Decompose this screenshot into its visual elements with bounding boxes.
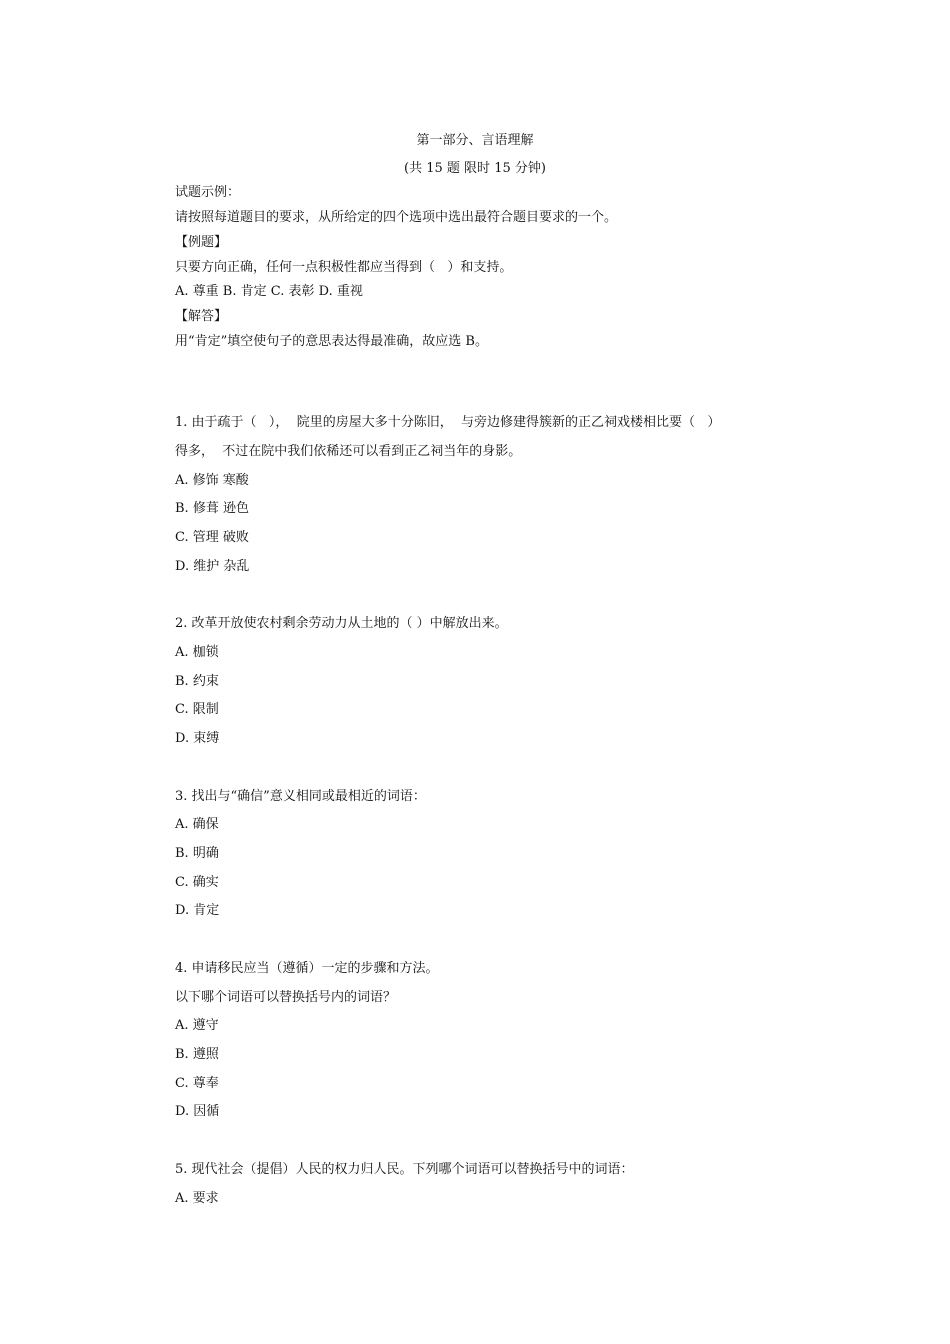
question-1-line-2: 得多， 不过在院中我们依稀还可以看到正乙祠当年的身影。 — [175, 444, 522, 459]
answer-text: 用“肯定”填空使句子的意思表达得最准确，故应选 B。 — [175, 334, 488, 349]
question-3-option-b: B. 明确 — [175, 846, 219, 861]
question-3-option-c: C. 确实 — [175, 875, 219, 890]
question-4-option-a: A. 遵守 — [175, 1018, 219, 1033]
question-4-line-1: 4. 申请移民应当（遵循）一定的步骤和方法。 — [175, 961, 439, 976]
question-3-option-a: A. 确保 — [175, 817, 219, 832]
section-subtitle: (共 15 题 限时 15 分钟) — [404, 161, 546, 176]
example-question: 只要方向正确，任何一点积极性都应当得到（ ）和支持。 — [175, 260, 513, 275]
example-options: A. 尊重 B. 肯定 C. 表彰 D. 重视 — [175, 284, 363, 299]
question-2-option-c: C. 限制 — [175, 702, 219, 717]
question-1-option-c: C. 管理 破败 — [175, 530, 249, 545]
question-3-option-d: D. 肯定 — [175, 903, 220, 918]
question-4-option-b: B. 遵照 — [175, 1047, 219, 1062]
question-4-line-2: 以下哪个词语可以替换括号内的词语？ — [175, 990, 397, 1005]
question-2-option-b: B. 约束 — [175, 674, 219, 689]
question-2-option-a: A. 枷锁 — [175, 645, 219, 660]
question-1-option-d: D. 维护 杂乱 — [175, 559, 250, 574]
question-2-line-1: 2. 改革开放使农村剩余劳动力从土地的（ ）中解放出来。 — [175, 616, 508, 631]
example-label: 【例题】 — [175, 235, 228, 250]
question-2-option-d: D. 束缚 — [175, 731, 220, 746]
question-4-option-d: D. 因循 — [175, 1104, 220, 1119]
answer-label: 【解答】 — [175, 309, 228, 324]
section-title: 第一部分、言语理解 — [416, 133, 534, 148]
question-4-option-c: C. 尊奉 — [175, 1076, 219, 1091]
intro-instruction: 请按照每道题目的要求，从所给定的四个选项中选出最符合题目要求的一个。 — [175, 210, 618, 225]
question-3-line-1: 3. 找出与“确信”意义相同或最相近的词语： — [175, 789, 426, 804]
question-1-option-a: A. 修饰 寒酸 — [175, 473, 249, 488]
question-5-option-a: A. 要求 — [175, 1191, 219, 1206]
question-5-line-1: 5. 现代社会（提倡）人民的权力归人民。下列哪个词语可以替换括号中的词语： — [175, 1162, 634, 1177]
question-1-option-b: B. 修葺 逊色 — [175, 501, 249, 516]
intro-label: 试题示例： — [175, 185, 241, 200]
question-1-line-1: 1. 由于疏于（ ）， 院里的房屋大多十分陈旧， 与旁边修建得簇新的正乙祠戏楼相比要（ ） — [175, 415, 721, 430]
